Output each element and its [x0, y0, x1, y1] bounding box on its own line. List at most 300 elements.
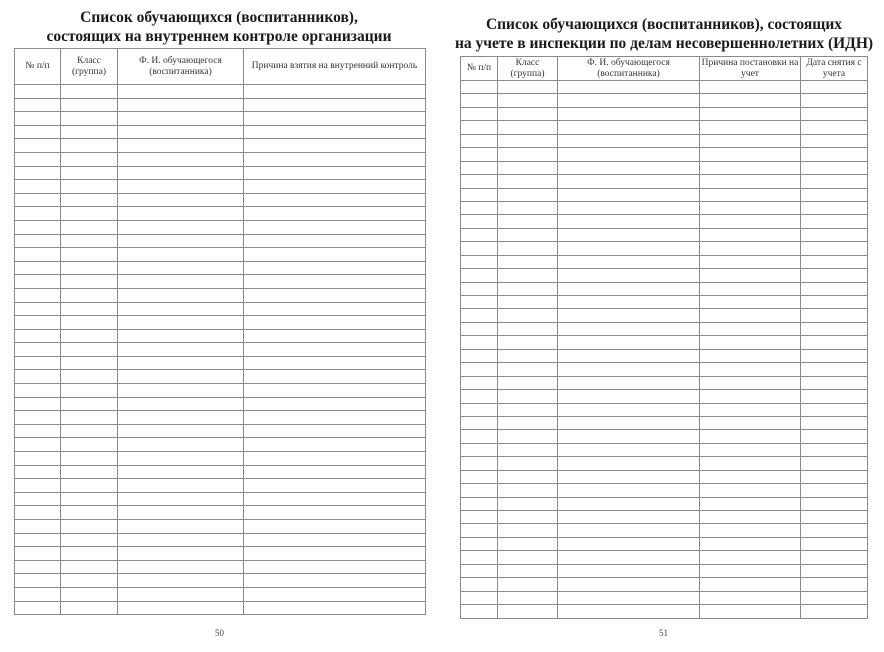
- empty-cell: [61, 261, 118, 275]
- empty-cell: [461, 511, 498, 524]
- empty-cell: [498, 175, 558, 188]
- empty-cell: [700, 537, 801, 550]
- empty-cell: [558, 605, 700, 618]
- empty-cell: [558, 390, 700, 403]
- empty-cell: [498, 497, 558, 510]
- empty-cell: [461, 296, 498, 309]
- empty-cell: [498, 134, 558, 147]
- empty-cell: [118, 587, 244, 601]
- empty-cell: [558, 81, 700, 94]
- empty-cell: [61, 207, 118, 221]
- empty-cell: [118, 275, 244, 289]
- empty-cell: [118, 261, 244, 275]
- empty-cell: [61, 112, 118, 126]
- empty-cell: [244, 384, 426, 398]
- empty-cell: [244, 85, 426, 99]
- table-row: [15, 343, 426, 357]
- empty-cell: [15, 506, 61, 520]
- table-row: [461, 81, 868, 94]
- empty-cell: [118, 601, 244, 615]
- empty-cell: [61, 587, 118, 601]
- empty-cell: [801, 511, 868, 524]
- empty-cell: [558, 107, 700, 120]
- table-row: [461, 296, 868, 309]
- empty-cell: [118, 465, 244, 479]
- empty-cell: [461, 282, 498, 295]
- empty-cell: [118, 329, 244, 343]
- empty-cell: [801, 443, 868, 456]
- empty-cell: [558, 255, 700, 268]
- table-row: [461, 484, 868, 497]
- table-row: [15, 411, 426, 425]
- empty-cell: [118, 479, 244, 493]
- empty-cell: [461, 107, 498, 120]
- empty-cell: [461, 228, 498, 241]
- right-page: [444, 0, 884, 652]
- empty-cell: [461, 161, 498, 174]
- empty-cell: [498, 296, 558, 309]
- empty-cell: [15, 275, 61, 289]
- empty-cell: [15, 98, 61, 112]
- table-row: [461, 228, 868, 241]
- empty-cell: [118, 547, 244, 561]
- col-removal-date: Дата снятия с учета: [801, 57, 868, 81]
- empty-cell: [244, 574, 426, 588]
- empty-cell: [15, 248, 61, 262]
- empty-cell: [498, 578, 558, 591]
- empty-cell: [700, 457, 801, 470]
- empty-cell: [15, 180, 61, 194]
- table-row: [461, 578, 868, 591]
- empty-cell: [498, 242, 558, 255]
- empty-cell: [801, 148, 868, 161]
- table-row: [15, 384, 426, 398]
- empty-cell: [61, 601, 118, 615]
- table-row: [15, 193, 426, 207]
- empty-cell: [498, 390, 558, 403]
- empty-cell: [700, 161, 801, 174]
- empty-cell: [244, 533, 426, 547]
- empty-cell: [461, 403, 498, 416]
- empty-cell: [498, 524, 558, 537]
- empty-cell: [558, 282, 700, 295]
- table-row: [15, 424, 426, 438]
- col-reason: Причина постановки на учет: [700, 57, 801, 81]
- empty-cell: [801, 484, 868, 497]
- table-row: [461, 336, 868, 349]
- title-line-1: Список обучающихся (воспитанников), состоящих: [485, 16, 843, 33]
- table-row: [461, 188, 868, 201]
- empty-cell: [461, 121, 498, 134]
- empty-cell: [461, 309, 498, 322]
- empty-cell: [498, 457, 558, 470]
- empty-cell: [498, 269, 558, 282]
- empty-cell: [118, 506, 244, 520]
- table-row: [15, 234, 426, 248]
- title-line-2: на учете в инспекции по делам несовершеннолетних (ИДН): [454, 35, 874, 52]
- empty-cell: [244, 438, 426, 452]
- empty-cell: [461, 242, 498, 255]
- empty-cell: [700, 148, 801, 161]
- empty-cell: [801, 107, 868, 120]
- empty-cell: [461, 175, 498, 188]
- empty-cell: [801, 242, 868, 255]
- empty-cell: [700, 228, 801, 241]
- table-row: [15, 288, 426, 302]
- empty-cell: [118, 411, 244, 425]
- empty-cell: [61, 479, 118, 493]
- empty-cell: [558, 336, 700, 349]
- empty-cell: [801, 524, 868, 537]
- empty-cell: [244, 492, 426, 506]
- empty-cell: [61, 139, 118, 153]
- empty-cell: [118, 288, 244, 302]
- empty-cell: [700, 188, 801, 201]
- table-row: [461, 215, 868, 228]
- empty-cell: [118, 533, 244, 547]
- empty-cell: [801, 201, 868, 214]
- empty-cell: [801, 134, 868, 147]
- table-row: [461, 376, 868, 389]
- empty-cell: [15, 452, 61, 466]
- empty-cell: [244, 520, 426, 534]
- empty-cell: [15, 520, 61, 534]
- page-number: 51: [659, 628, 668, 638]
- empty-cell: [118, 343, 244, 357]
- table-row: [461, 497, 868, 510]
- empty-cell: [801, 349, 868, 362]
- empty-cell: [558, 349, 700, 362]
- empty-cell: [118, 220, 244, 234]
- empty-cell: [700, 282, 801, 295]
- table-row: [15, 465, 426, 479]
- table-row: [15, 438, 426, 452]
- empty-cell: [461, 457, 498, 470]
- empty-cell: [61, 370, 118, 384]
- empty-cell: [61, 288, 118, 302]
- empty-cell: [15, 465, 61, 479]
- empty-cell: [118, 520, 244, 534]
- table-row: [461, 443, 868, 456]
- table-row: [15, 207, 426, 221]
- table-row: [461, 416, 868, 429]
- empty-cell: [61, 452, 118, 466]
- empty-cell: [558, 551, 700, 564]
- empty-cell: [498, 309, 558, 322]
- table-row: [15, 316, 426, 330]
- table-row: [461, 390, 868, 403]
- empty-cell: [461, 363, 498, 376]
- empty-cell: [558, 121, 700, 134]
- empty-cell: [461, 497, 498, 510]
- empty-cell: [558, 242, 700, 255]
- empty-cell: [15, 166, 61, 180]
- empty-cell: [61, 125, 118, 139]
- empty-cell: [498, 363, 558, 376]
- empty-cell: [700, 551, 801, 564]
- empty-cell: [558, 578, 700, 591]
- empty-cell: [244, 152, 426, 166]
- empty-cell: [244, 370, 426, 384]
- empty-cell: [558, 537, 700, 550]
- empty-cell: [244, 112, 426, 126]
- empty-cell: [498, 161, 558, 174]
- empty-cell: [244, 288, 426, 302]
- empty-cell: [700, 484, 801, 497]
- empty-cell: [61, 329, 118, 343]
- empty-cell: [118, 356, 244, 370]
- empty-cell: [700, 175, 801, 188]
- empty-cell: [558, 470, 700, 483]
- empty-cell: [61, 547, 118, 561]
- empty-cell: [15, 533, 61, 547]
- empty-cell: [244, 275, 426, 289]
- table-row: [15, 112, 426, 126]
- empty-cell: [558, 484, 700, 497]
- empty-cell: [700, 134, 801, 147]
- empty-cell: [801, 336, 868, 349]
- empty-cell: [801, 161, 868, 174]
- empty-cell: [244, 193, 426, 207]
- empty-cell: [801, 322, 868, 335]
- empty-cell: [801, 376, 868, 389]
- empty-cell: [801, 94, 868, 107]
- empty-cell: [700, 242, 801, 255]
- empty-cell: [700, 255, 801, 268]
- empty-cell: [461, 255, 498, 268]
- empty-cell: [118, 560, 244, 574]
- table-row: [15, 220, 426, 234]
- table-row: [461, 148, 868, 161]
- left-page: [0, 0, 440, 652]
- empty-cell: [700, 524, 801, 537]
- empty-cell: [461, 269, 498, 282]
- empty-cell: [118, 370, 244, 384]
- empty-cell: [244, 397, 426, 411]
- empty-cell: [118, 152, 244, 166]
- empty-cell: [15, 125, 61, 139]
- empty-cell: [15, 479, 61, 493]
- empty-cell: [801, 282, 868, 295]
- empty-cell: [558, 134, 700, 147]
- empty-cell: [15, 220, 61, 234]
- empty-cell: [61, 520, 118, 534]
- empty-cell: [15, 411, 61, 425]
- left-page-title: [14, 8, 424, 46]
- page-number: 50: [215, 628, 224, 638]
- table-row: [461, 121, 868, 134]
- empty-cell: [700, 443, 801, 456]
- empty-cell: [461, 94, 498, 107]
- empty-cell: [801, 605, 868, 618]
- empty-cell: [558, 228, 700, 241]
- empty-cell: [801, 255, 868, 268]
- table-row: [15, 125, 426, 139]
- empty-cell: [61, 397, 118, 411]
- empty-cell: [558, 416, 700, 429]
- empty-cell: [700, 416, 801, 429]
- empty-cell: [61, 180, 118, 194]
- empty-cell: [461, 470, 498, 483]
- empty-cell: [15, 397, 61, 411]
- table-row: [15, 479, 426, 493]
- empty-cell: [700, 201, 801, 214]
- empty-cell: [700, 121, 801, 134]
- empty-cell: [15, 343, 61, 357]
- empty-cell: [498, 81, 558, 94]
- empty-cell: [558, 524, 700, 537]
- empty-cell: [15, 384, 61, 398]
- empty-cell: [801, 390, 868, 403]
- empty-cell: [700, 269, 801, 282]
- empty-cell: [801, 497, 868, 510]
- table-row: [461, 363, 868, 376]
- empty-cell: [700, 564, 801, 577]
- empty-cell: [700, 363, 801, 376]
- empty-cell: [461, 390, 498, 403]
- empty-cell: [15, 302, 61, 316]
- col-number: № п/п: [461, 57, 498, 81]
- empty-cell: [801, 188, 868, 201]
- empty-cell: [244, 506, 426, 520]
- col-number: № п/п: [15, 49, 61, 85]
- empty-cell: [498, 537, 558, 550]
- table-row: [15, 139, 426, 153]
- empty-cell: [558, 591, 700, 604]
- empty-cell: [15, 370, 61, 384]
- empty-cell: [15, 139, 61, 153]
- empty-cell: [461, 484, 498, 497]
- empty-cell: [801, 470, 868, 483]
- table-row: [461, 242, 868, 255]
- table-row: [15, 261, 426, 275]
- empty-cell: [244, 329, 426, 343]
- empty-cell: [118, 234, 244, 248]
- empty-cell: [461, 134, 498, 147]
- table-row: [15, 547, 426, 561]
- table-row: [461, 107, 868, 120]
- empty-cell: [498, 322, 558, 335]
- empty-cell: [498, 336, 558, 349]
- empty-cell: [244, 452, 426, 466]
- internal-control-table: [14, 48, 426, 615]
- empty-cell: [61, 533, 118, 547]
- table-row: [461, 94, 868, 107]
- empty-cell: [15, 560, 61, 574]
- empty-cell: [498, 228, 558, 241]
- table-row: [461, 511, 868, 524]
- empty-cell: [15, 152, 61, 166]
- table-row: [15, 356, 426, 370]
- table-row: [15, 302, 426, 316]
- idn-registry-table: [460, 56, 868, 619]
- empty-cell: [244, 343, 426, 357]
- empty-cell: [61, 574, 118, 588]
- empty-cell: [498, 551, 558, 564]
- table-row: [15, 452, 426, 466]
- empty-cell: [700, 215, 801, 228]
- empty-cell: [498, 470, 558, 483]
- empty-cell: [244, 356, 426, 370]
- empty-cell: [461, 148, 498, 161]
- empty-cell: [118, 98, 244, 112]
- empty-cell: [118, 438, 244, 452]
- empty-cell: [700, 591, 801, 604]
- empty-cell: [118, 397, 244, 411]
- empty-cell: [558, 215, 700, 228]
- empty-cell: [118, 125, 244, 139]
- empty-cell: [801, 537, 868, 550]
- empty-cell: [558, 497, 700, 510]
- empty-cell: [118, 316, 244, 330]
- empty-cell: [15, 329, 61, 343]
- table-row: [15, 248, 426, 262]
- empty-cell: [244, 180, 426, 194]
- empty-cell: [118, 248, 244, 262]
- empty-cell: [61, 152, 118, 166]
- empty-cell: [461, 336, 498, 349]
- empty-cell: [15, 601, 61, 615]
- empty-cell: [118, 139, 244, 153]
- empty-cell: [558, 403, 700, 416]
- empty-cell: [461, 349, 498, 362]
- empty-cell: [700, 390, 801, 403]
- table-row: [461, 134, 868, 147]
- empty-cell: [700, 605, 801, 618]
- empty-cell: [801, 564, 868, 577]
- empty-cell: [498, 376, 558, 389]
- empty-cell: [498, 148, 558, 161]
- empty-cell: [244, 587, 426, 601]
- empty-cell: [244, 560, 426, 574]
- empty-cell: [118, 166, 244, 180]
- empty-cell: [15, 288, 61, 302]
- empty-cell: [700, 511, 801, 524]
- table-row: [15, 560, 426, 574]
- empty-cell: [61, 275, 118, 289]
- empty-cell: [461, 605, 498, 618]
- empty-cell: [700, 94, 801, 107]
- empty-cell: [558, 201, 700, 214]
- empty-cell: [244, 220, 426, 234]
- empty-cell: [700, 336, 801, 349]
- empty-cell: [558, 188, 700, 201]
- empty-cell: [61, 560, 118, 574]
- table-row: [461, 605, 868, 618]
- empty-cell: [15, 85, 61, 99]
- empty-cell: [498, 511, 558, 524]
- empty-cell: [558, 161, 700, 174]
- empty-cell: [61, 248, 118, 262]
- empty-cell: [801, 228, 868, 241]
- empty-cell: [15, 587, 61, 601]
- empty-cell: [15, 112, 61, 126]
- empty-cell: [15, 492, 61, 506]
- title-line-1: Список обучающихся (воспитанников),: [80, 9, 358, 26]
- empty-cell: [700, 403, 801, 416]
- empty-cell: [461, 215, 498, 228]
- table-row: [461, 551, 868, 564]
- empty-cell: [558, 363, 700, 376]
- empty-cell: [15, 574, 61, 588]
- empty-cell: [118, 302, 244, 316]
- empty-cell: [700, 107, 801, 120]
- empty-cell: [558, 175, 700, 188]
- table-row: [15, 397, 426, 411]
- table-row: [15, 587, 426, 601]
- empty-cell: [700, 349, 801, 362]
- table-row: [461, 564, 868, 577]
